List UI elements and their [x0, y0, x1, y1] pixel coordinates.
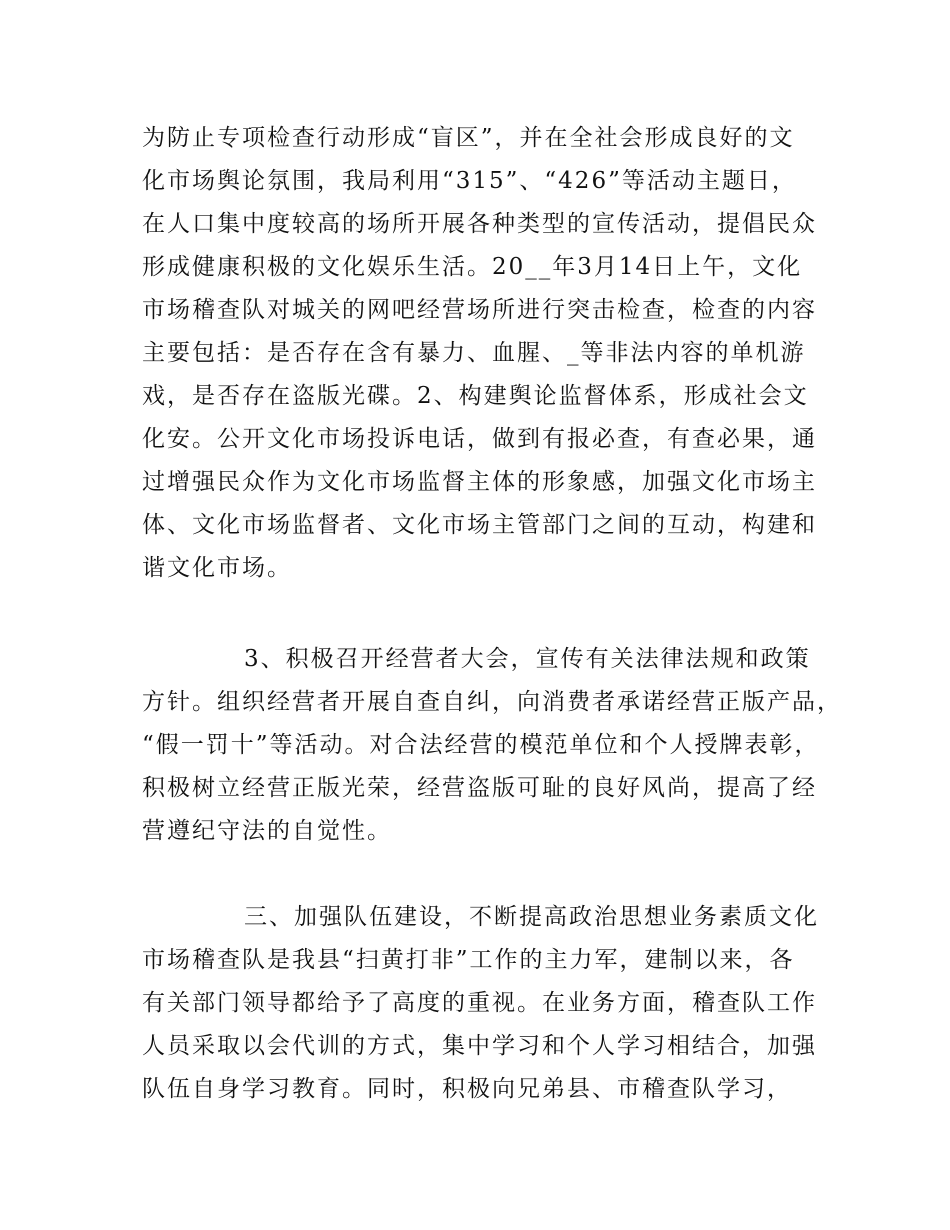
text-line: 在人口集中度较高的场所开展各种类型的宣传活动，提倡民众: [142, 211, 817, 237]
paragraph-1: [142, 117, 822, 590]
text-line: 市场稽查队对城关的网吧经营场所进行突击检查，检查的内容: [142, 297, 817, 323]
text-line-indented: 3、积极召开经营者大会，宣传有关法律法规和政策: [244, 646, 811, 672]
text-line: 营遵纪守法的自觉性。: [142, 818, 392, 844]
text-line: “假一罚十”等活动。对合法经营的模范单位和个人授牌表彰，: [142, 732, 820, 758]
text-line: 市场稽查队是我县“扫黄打非”工作的主力军，建制以来，各: [142, 947, 795, 973]
text-line: 化安。公开文化市场投诉电话，做到有报必查，有查必果，通: [142, 426, 817, 452]
text-line: 方针。组织经营者开展自查自纠，向消费者承诺经营正版产品，: [142, 689, 842, 715]
text-line: 主要包括：是否存在含有暴力、血腥、_等非法内容的单机游: [142, 340, 806, 366]
paragraph-2: [142, 638, 842, 853]
text-line: 体、文化市场监督者、文化市场主管部门之间的互动，构建和: [142, 512, 817, 538]
text-line: 有关部门领导都给予了高度的重视。在业务方面，稽查队工作: [142, 990, 817, 1016]
text-line: 化市场舆论氛围，我局利用“315”、“426”等活动主题日，: [142, 168, 797, 194]
text-line-indented: 三、加强队伍建设，不断提高政治思想业务素质文化: [244, 904, 819, 930]
text-line: 积极树立经营正版光荣，经营盗版可耻的良好风尚，提高了经: [142, 775, 817, 801]
text-line: 形成健康积极的文化娱乐生活。20__年3月14日上午，文化: [142, 254, 803, 280]
text-line: 戏，是否存在盗版光碟。2、构建舆论监督体系，形成社会文: [142, 383, 809, 409]
text-line: 过增强民众作为文化市场监督主体的形象感，加强文化市场主: [142, 469, 817, 495]
text-line: 谐文化市场。: [142, 555, 292, 581]
text-line: 队伍自身学习教育。同时，积极向兄弟县、市稽查队学习，: [142, 1076, 792, 1102]
text-line: 为防止专项检查行动形成“盲区”，并在全社会形成良好的文: [142, 125, 795, 151]
paragraph-3: [142, 896, 822, 1111]
text-line: 人员采取以会代训的方式，集中学习和个人学习相结合，加强: [142, 1033, 817, 1059]
